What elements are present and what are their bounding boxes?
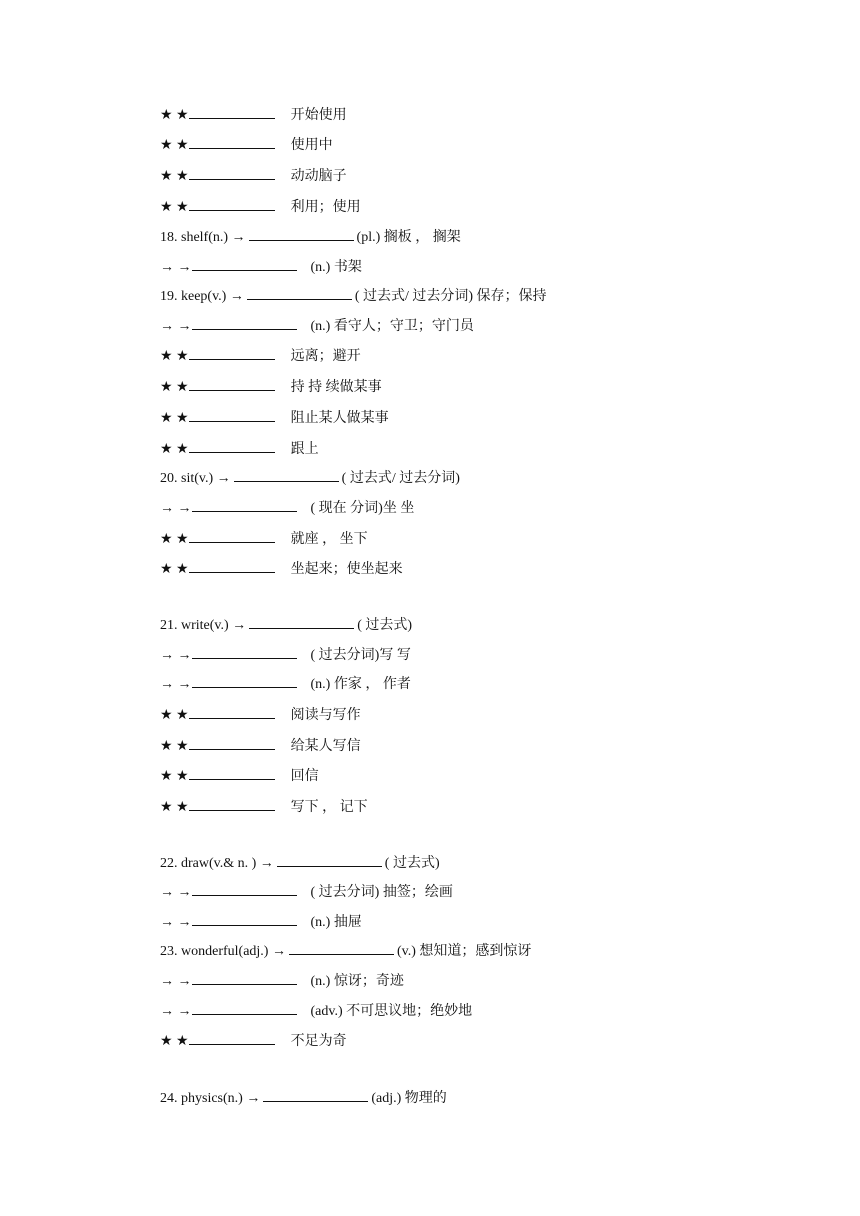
star-row — [160, 735, 361, 757]
row-description: 阻止某人做某事 — [290, 411, 389, 426]
row-description: 跟上 — [290, 442, 319, 457]
word-heading: 19. keep(v.) → — [160, 289, 244, 304]
answer-blank[interactable] — [263, 1087, 368, 1102]
star-prefix: ★ ★ — [160, 411, 189, 426]
star-row — [160, 165, 347, 187]
answer-blank[interactable] — [189, 376, 275, 391]
arrow-row — [160, 970, 404, 992]
word-heading: 24. physics(n.) → — [160, 1091, 261, 1106]
row-description: 不足为奇 — [290, 1034, 347, 1049]
answer-blank[interactable] — [249, 226, 354, 241]
word-heading-row — [160, 1087, 447, 1109]
answer-blank[interactable] — [192, 673, 297, 688]
word-heading: 22. draw(v.& n. ) → — [160, 856, 274, 871]
answer-blank[interactable] — [189, 345, 275, 360]
answer-blank[interactable] — [189, 765, 275, 780]
answer-blank[interactable] — [289, 940, 394, 955]
arrow-prefix: → → — [160, 648, 192, 663]
arrow-row — [160, 315, 474, 337]
row-description: (v.) 想知道；感到惊讶 — [396, 944, 532, 959]
answer-blank[interactable] — [189, 796, 275, 811]
row-description: (adv.) 不可思议地；绝妙地 — [310, 1004, 473, 1019]
answer-blank[interactable] — [189, 165, 275, 180]
answer-blank[interactable] — [189, 528, 275, 543]
word-heading-row — [160, 226, 461, 248]
answer-blank[interactable] — [189, 558, 275, 573]
row-description: 使用中 — [290, 138, 333, 153]
star-prefix: ★ ★ — [160, 108, 189, 123]
row-description: (n.) 作家 ， 作者 — [310, 677, 411, 692]
answer-blank[interactable] — [189, 134, 275, 149]
star-prefix: ★ ★ — [160, 169, 189, 184]
arrow-row — [160, 644, 411, 666]
star-row — [160, 407, 389, 429]
row-description: ( 现在 分词)坐 坐 — [310, 501, 415, 516]
row-description: 开始使用 — [290, 108, 347, 123]
arrow-prefix: → → — [160, 1004, 192, 1019]
word-heading-row — [160, 467, 460, 489]
row-description: ( 过去式) — [357, 618, 413, 633]
answer-blank[interactable] — [192, 256, 297, 271]
row-description: 远离；避开 — [290, 349, 361, 364]
star-row — [160, 196, 361, 218]
answer-blank[interactable] — [189, 704, 275, 719]
star-row — [160, 1030, 347, 1052]
star-row — [160, 528, 368, 550]
answer-blank[interactable] — [192, 881, 297, 896]
arrow-prefix: → → — [160, 260, 192, 275]
row-description: (n.) 惊讶；奇迹 — [310, 974, 404, 989]
arrow-prefix: → → — [160, 885, 192, 900]
star-prefix: ★ ★ — [160, 708, 189, 723]
answer-blank[interactable] — [192, 911, 297, 926]
arrow-row — [160, 881, 453, 903]
star-prefix: ★ ★ — [160, 1034, 189, 1049]
answer-blank[interactable] — [247, 285, 352, 300]
answer-blank[interactable] — [249, 614, 354, 629]
word-heading-row — [160, 614, 412, 636]
arrow-prefix: → → — [160, 677, 192, 692]
star-row — [160, 796, 368, 818]
word-heading-row — [160, 852, 440, 874]
row-description: 坐起来；使坐起来 — [290, 562, 403, 577]
row-description: (adj.) 物理的 — [371, 1091, 447, 1106]
star-prefix: ★ ★ — [160, 380, 189, 395]
star-row — [160, 438, 319, 460]
row-description: 写下 ， 记下 — [290, 800, 368, 815]
word-heading: 18. shelf(n.) → — [160, 230, 246, 245]
arrow-row — [160, 256, 362, 278]
row-description: 利用；使用 — [290, 200, 361, 215]
answer-blank[interactable] — [277, 852, 382, 867]
row-description: (n.) 书架 — [310, 260, 362, 275]
star-prefix: ★ ★ — [160, 800, 189, 815]
answer-blank[interactable] — [192, 644, 297, 659]
row-description: 动动脑子 — [290, 169, 347, 184]
answer-blank[interactable] — [189, 104, 275, 119]
answer-blank[interactable] — [192, 497, 297, 512]
star-row — [160, 345, 361, 367]
row-description: ( 过去式/ 过去分词) — [341, 471, 460, 486]
star-prefix: ★ ★ — [160, 769, 189, 784]
arrow-prefix: → → — [160, 501, 192, 516]
row-description: (pl.) 搁板 ， 搁架 — [356, 230, 461, 245]
arrow-prefix: → → — [160, 915, 192, 930]
row-description: 回信 — [290, 769, 319, 784]
star-prefix: ★ ★ — [160, 739, 189, 754]
answer-blank[interactable] — [189, 735, 275, 750]
answer-blank[interactable] — [192, 315, 297, 330]
word-heading: 21. write(v.) → — [160, 618, 247, 633]
row-description: ( 过去分词) 抽签；绘画 — [310, 885, 453, 900]
answer-blank[interactable] — [189, 1030, 275, 1045]
answer-blank[interactable] — [192, 1000, 297, 1015]
star-row — [160, 376, 382, 398]
arrow-prefix: → → — [160, 974, 192, 989]
star-prefix: ★ ★ — [160, 562, 189, 577]
row-description: 持 持 续做某事 — [290, 380, 382, 395]
answer-blank[interactable] — [189, 196, 275, 211]
arrow-row — [160, 497, 414, 519]
answer-blank[interactable] — [189, 407, 275, 422]
star-row — [160, 704, 361, 726]
arrow-row — [160, 911, 362, 933]
arrow-prefix: → → — [160, 319, 192, 334]
row-description: 阅读与写作 — [290, 708, 361, 723]
word-heading: 20. sit(v.) → — [160, 471, 231, 486]
row-description: (n.) 看守人；守卫；守门员 — [310, 319, 474, 334]
answer-blank[interactable] — [189, 438, 275, 453]
word-heading-row — [160, 285, 547, 307]
arrow-row — [160, 1000, 472, 1022]
answer-blank[interactable] — [234, 467, 339, 482]
word-heading: 23. wonderful(adj.) → — [160, 944, 286, 959]
star-row — [160, 104, 347, 126]
row-description: (n.) 抽屉 — [310, 915, 362, 930]
row-description: ( 过去分词)写 写 — [310, 648, 411, 663]
row-description: ( 过去式/ 过去分词) 保存；保持 — [354, 289, 547, 304]
arrow-row — [160, 673, 411, 695]
star-prefix: ★ ★ — [160, 532, 189, 547]
star-row — [160, 134, 333, 156]
row-description: 给某人写信 — [290, 739, 361, 754]
star-prefix: ★ ★ — [160, 349, 189, 364]
word-heading-row — [160, 940, 531, 962]
answer-blank[interactable] — [192, 970, 297, 985]
star-prefix: ★ ★ — [160, 442, 189, 457]
row-description: 就座 ， 坐下 — [290, 532, 368, 547]
star-row — [160, 558, 403, 580]
star-prefix: ★ ★ — [160, 200, 189, 215]
star-row — [160, 765, 319, 787]
row-description: ( 过去式) — [384, 856, 440, 871]
star-prefix: ★ ★ — [160, 138, 189, 153]
